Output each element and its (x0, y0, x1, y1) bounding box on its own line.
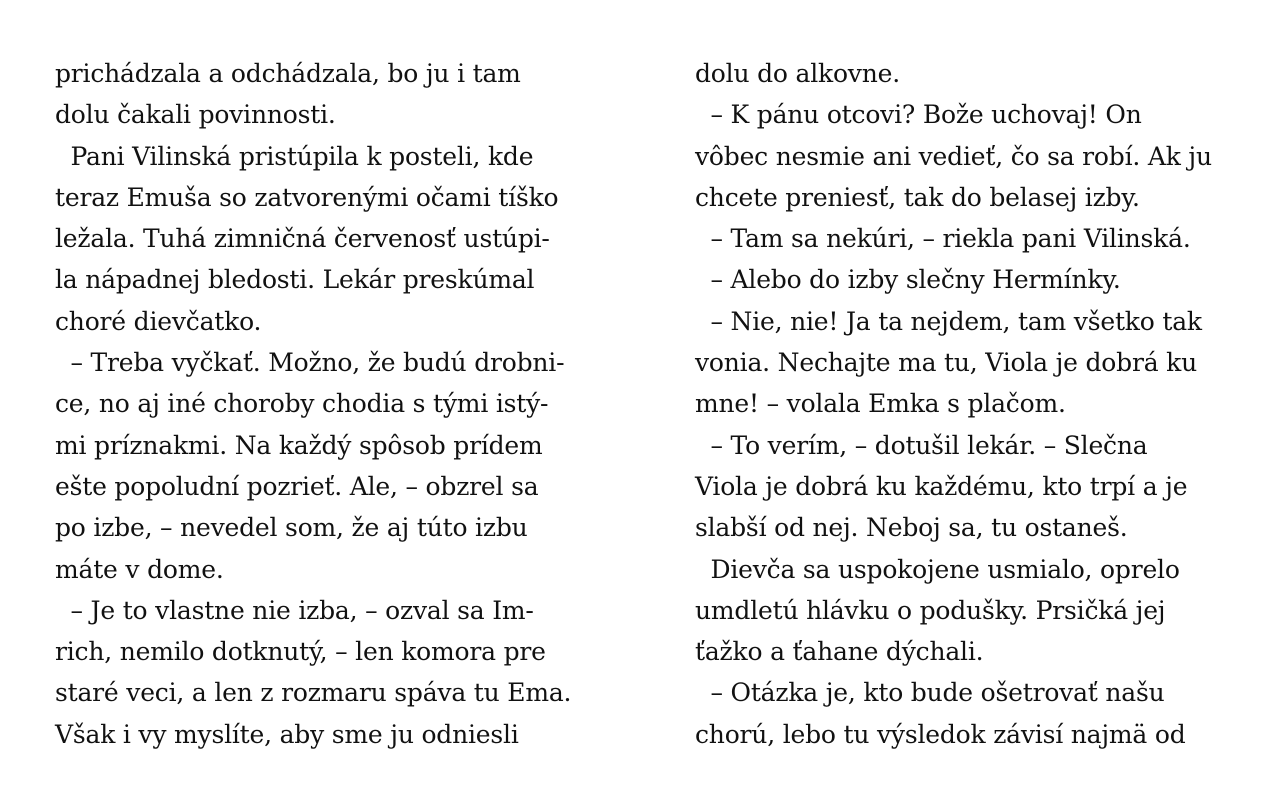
text-line: chcete preniesť, tak do belasej izby. (695, 182, 1140, 212)
text-line: – Otázka je, kto bude ošetrovať našu (695, 678, 1165, 708)
text-line: Však i vy myslíte, aby sme ju odniesli (55, 719, 519, 749)
text-line: mi príznakmi. Na každý spôsob prídem (55, 430, 543, 460)
text-line: – To verím, – dotušil lekár. – Slečna (695, 430, 1148, 460)
text-line: Pani Vilinská pristúpila k posteli, kde (55, 141, 534, 171)
text-line: staré veci, a len z rozmaru spáva tu Ema. (55, 678, 572, 708)
text-line: – Nie, nie! Ja ta nejdem, tam všetko tak (695, 306, 1202, 336)
text-line: dolu do alkovne. (695, 59, 900, 88)
text-line: umdletú hlávku o podušky. Prsičká jej (695, 595, 1166, 625)
text-line: ešte popoludní pozrieť. Ale, – obzrel sa (55, 471, 539, 501)
text-line: rich, nemilo dotknutý, – len komora pre (55, 637, 546, 667)
text-line: – Je to vlastne nie izba, – ozval sa Im- (55, 595, 534, 625)
text-line: choré dievčatko. (55, 306, 262, 336)
text-line: – Treba vyčkať. Možno, že budú drobni- (55, 348, 565, 378)
text-line: Viola je dobrá ku každému, kto trpí a je (695, 471, 1188, 501)
text-line: – Alebo do izby slečny Hermínky. (695, 265, 1121, 295)
text-line: – Tam sa nekúri, – riekla pani Vilinská. (695, 224, 1191, 254)
text-line: slabší od nej. Neboj sa, tu ostaneš. (695, 513, 1128, 543)
text-line: vôbec nesmie ani vedieť, čo sa robí. Ak ju (695, 141, 1212, 171)
text-line: dolu čakali povinnosti. (55, 100, 336, 130)
text-line: chorú, lebo tu výsledok závisí najmä od (695, 719, 1186, 749)
text-line: Dievča sa uspokojene usmialo, oprelo (695, 554, 1180, 584)
text-line: po izbe, – nevedel som, že aj túto izbu (55, 513, 528, 543)
text-line: prichádzala a odchádzala, bo ju i tam (55, 59, 521, 88)
text-line: la nápadnej bledosti. Lekár preskúmal (55, 265, 535, 295)
text-line: mne! – volala Emka s plačom. (695, 389, 1066, 419)
text-line: ťažko a ťahane dýchali. (695, 637, 984, 667)
text-line: teraz Emuša so zatvorenými očami tíško (55, 182, 559, 212)
text-line: ce, no aj iné choroby chodia s tými istý- (55, 389, 549, 419)
left-page-text (55, 53, 615, 755)
text-line: vonia. Nechajte ma tu, Viola je dobrá ku (695, 348, 1197, 378)
right-page-text (695, 53, 1255, 755)
text-line: – K pánu otcovi? Bože uchovaj! On (695, 100, 1142, 130)
text-line: máte v dome. (55, 554, 224, 584)
text-line: ležala. Tuhá zimničná červenosť ustúpi- (55, 224, 550, 254)
